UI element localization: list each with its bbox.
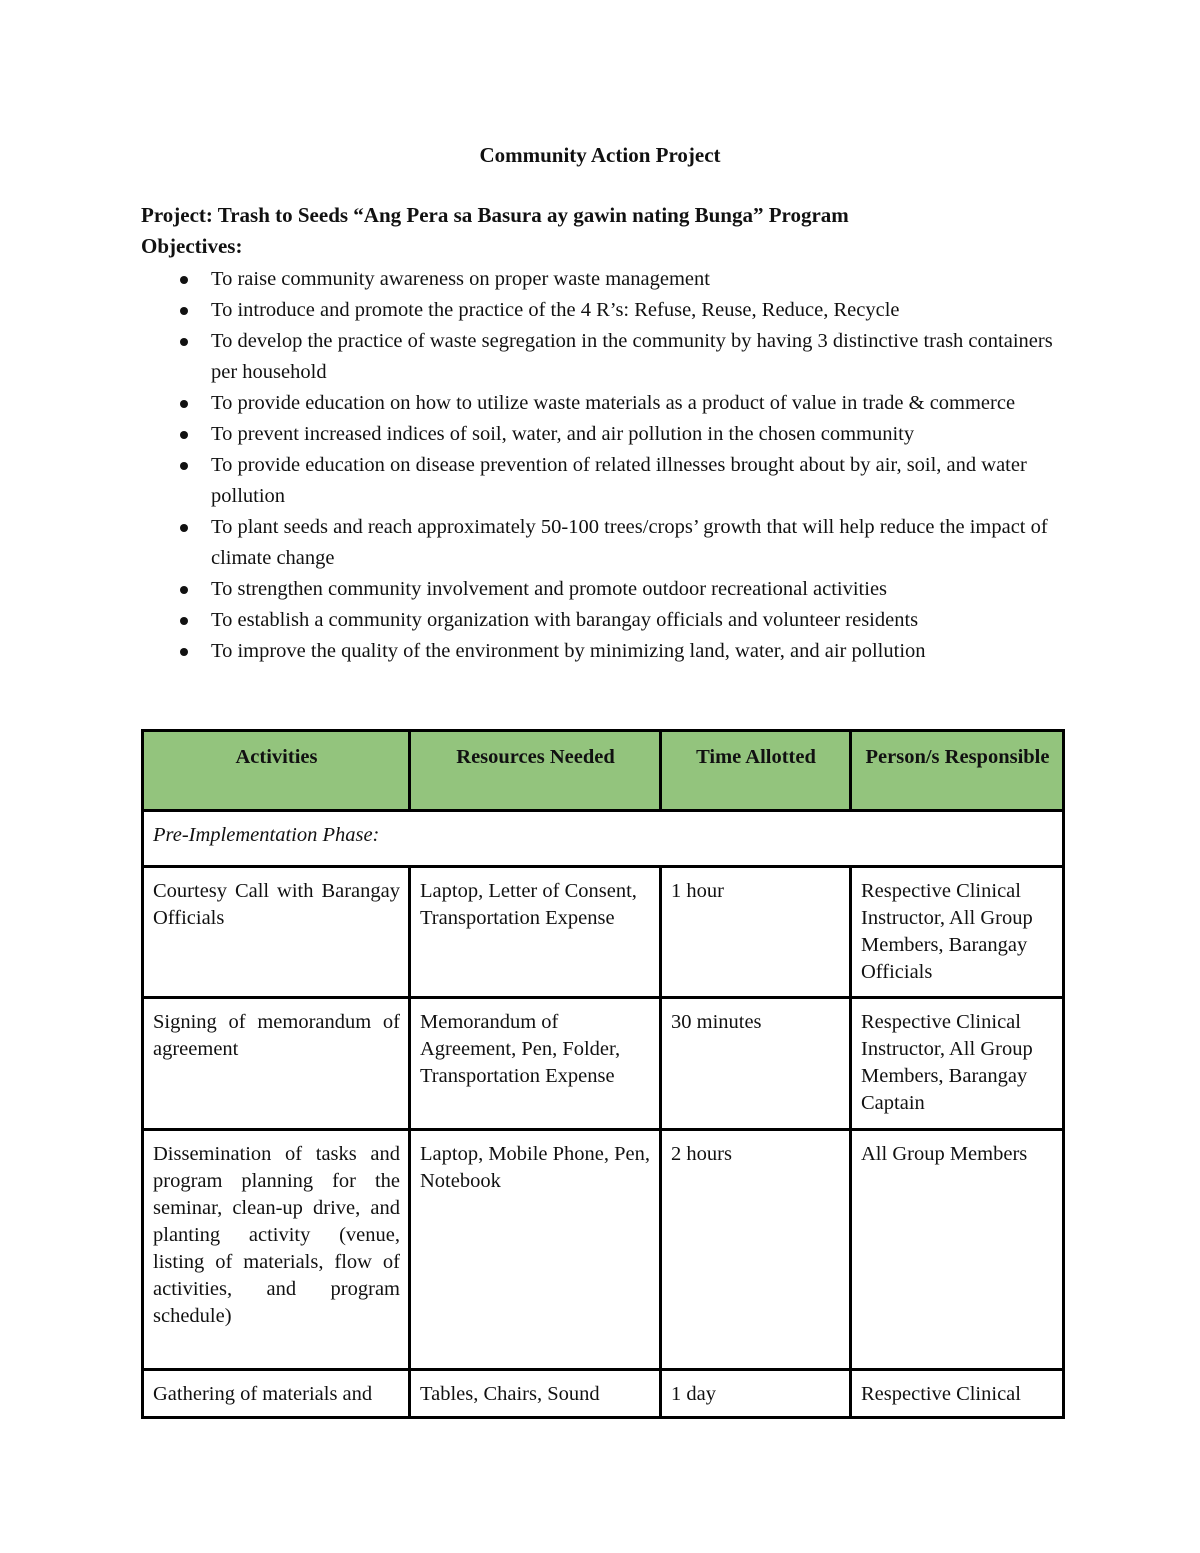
table-header-row xyxy=(143,731,1064,811)
phase-row xyxy=(143,811,1064,867)
persons-cell: All Group Members xyxy=(851,1130,1064,1370)
time-cell: 2 hours xyxy=(661,1130,851,1370)
objective-text: To provide education on how to utilize waste materials as a product of value in trade & commerce xyxy=(211,392,1016,414)
objective-text: To raise community awareness on proper waste management xyxy=(211,268,710,290)
objective-text: To establish a community organization with barangay officials and volunteer residents xyxy=(211,609,919,631)
bullet-icon xyxy=(180,431,188,439)
persons-cell: Respective Clinical Instructor, All Group Members, Barangay Captain xyxy=(851,998,1064,1130)
project-title: Project: Trash to Seeds “Ang Pera sa Basura ay gawin nating Bunga” Program xyxy=(141,203,849,227)
objective-item xyxy=(141,450,1066,512)
bullet-icon xyxy=(180,307,188,315)
bullet-icon xyxy=(180,617,188,625)
table-row xyxy=(143,998,1064,1130)
activity-cell: Dissemination of tasks and program planning for the seminar, clean-up drive, and planting activity (venue, listing of materials, flow of activities, and program schedule) xyxy=(143,1130,410,1370)
activity-cell: Courtesy Call with Barangay Officials xyxy=(143,867,410,998)
objective-text: To develop the practice of waste segregation in the community by having 3 distinctive trash containers per household xyxy=(211,330,1053,383)
objective-text: To prevent increased indices of soil, water, and air pollution in the chosen community xyxy=(211,423,915,445)
persons-cell: Respective Clinical Instructor, All Group Members, Barangay Officials xyxy=(851,867,1064,998)
objectives-heading: Objectives: xyxy=(141,234,243,258)
phase-label: Pre-Implementation Phase: xyxy=(143,811,1064,867)
page-title: Community Action Project xyxy=(479,143,721,167)
objective-item xyxy=(141,326,1066,388)
time-cell: 1 day xyxy=(661,1370,851,1418)
table-row xyxy=(143,1130,1064,1370)
table-row xyxy=(143,867,1064,998)
objectives-list xyxy=(141,264,1066,667)
activity-cell: Gathering of materials and xyxy=(143,1370,410,1418)
bullet-icon xyxy=(180,400,188,408)
persons-cell: Respective Clinical xyxy=(851,1370,1064,1418)
time-cell: 30 minutes xyxy=(661,998,851,1130)
objective-item xyxy=(141,388,1066,419)
activities-table xyxy=(141,729,1065,1419)
time-cell: 1 hour xyxy=(661,867,851,998)
objective-text: To provide education on disease prevention of related illnesses brought about by air, soil, and water pollution xyxy=(211,454,1027,507)
objective-item xyxy=(141,512,1066,574)
resources-cell: Laptop, Mobile Phone, Pen, Notebook xyxy=(410,1130,661,1370)
bullet-icon xyxy=(180,462,188,470)
objective-item xyxy=(141,419,1066,450)
bullet-icon xyxy=(180,276,188,284)
objective-item xyxy=(141,574,1066,605)
objective-item xyxy=(141,605,1066,636)
bullet-icon xyxy=(180,648,188,656)
resources-cell: Memorandum of Agreement, Pen, Folder, Transportation Expense xyxy=(410,998,661,1130)
bullet-icon xyxy=(180,338,188,346)
header-activities: Activities xyxy=(143,731,410,811)
table-row xyxy=(143,1370,1064,1418)
objective-text: To strengthen community involvement and promote outdoor recreational activities xyxy=(211,578,888,600)
resources-cell: Laptop, Letter of Consent, Transportation Expense xyxy=(410,867,661,998)
bullet-icon xyxy=(180,586,188,594)
bullet-icon xyxy=(180,524,188,532)
objective-item xyxy=(141,636,1066,667)
activity-cell: Signing of memorandum of agreement xyxy=(143,998,410,1130)
objective-text: To introduce and promote the practice of the 4 R’s: Refuse, Reuse, Reduce, Recycle xyxy=(211,299,900,321)
header-persons: Person/s Responsible xyxy=(851,731,1064,811)
resources-cell: Tables, Chairs, Sound xyxy=(410,1370,661,1418)
header-resources: Resources Needed xyxy=(410,731,661,811)
header-time: Time Allotted xyxy=(661,731,851,811)
objective-item xyxy=(141,264,1066,295)
objective-item xyxy=(141,295,1066,326)
objective-text: To plant seeds and reach approximately 50-100 trees/crops’ growth that will help reduce the impact of climate change xyxy=(211,516,1048,569)
objective-text: To improve the quality of the environment by minimizing land, water, and air pollution xyxy=(211,640,926,662)
